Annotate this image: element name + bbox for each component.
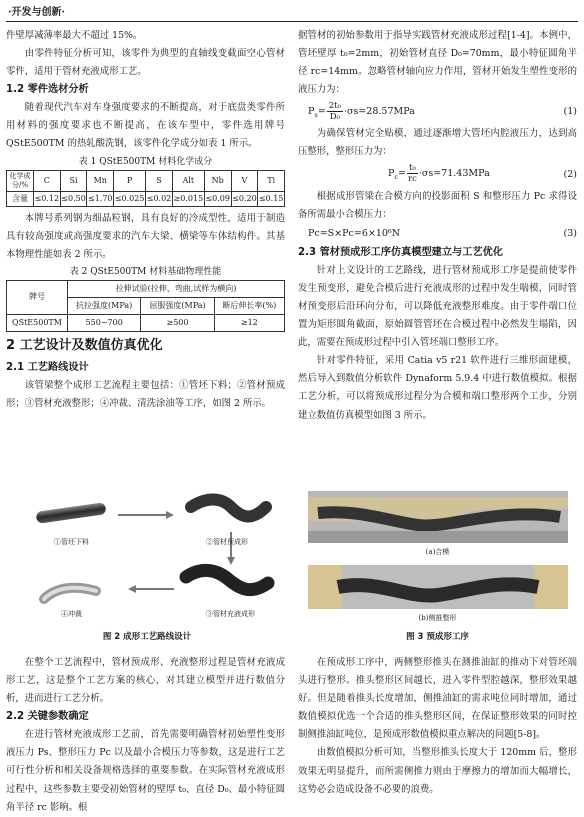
- hydroformed-tube-image: [186, 570, 268, 589]
- fig2-label-2: ②管材预成形: [206, 538, 248, 546]
- table-cell: 抗拉强度(MPa): [68, 297, 141, 314]
- table-cell: Si: [60, 170, 87, 191]
- table-cell: Alt: [172, 170, 204, 191]
- table-cell: ≤1.70: [87, 191, 114, 206]
- fig2-label-3: ③管材充液成形: [206, 610, 255, 618]
- table-row: [7, 170, 285, 191]
- equation-number: (1): [563, 106, 577, 118]
- table-cell: ≤0.025: [114, 191, 146, 206]
- paragraph: 件壁厚减薄率最大不超过 15%。: [6, 30, 143, 41]
- table-row: [7, 314, 285, 331]
- table-2-caption: 表 2 QStE500TM 材料基础物理性能: [69, 266, 222, 277]
- fig2-label-4: ④冲裁: [61, 610, 82, 618]
- table-cell: ≤0.02: [146, 191, 173, 206]
- formula-numerator: 2t₀: [328, 100, 341, 111]
- formula-2: $P_c=$ $\frac{\text{t₀}}{rc}$ ·σs=71.43MPa (2): [388, 163, 577, 185]
- table-cell: 牌号: [7, 280, 68, 314]
- paragraph: 在整个工艺流程中，管材预成形、充液整形过程是管材充液成形工艺，这是整个工艺方案的核心，对其建立模型并进行数值分析，进而进行工艺分析。: [6, 657, 285, 705]
- right-column-bottom: [298, 654, 577, 799]
- paragraph: 据管材的初始参数用于指导实践管材充液成形过程[1-4]。本例中，管坯壁厚 t₀=2mm，初始管材直径 D₀=70mm，最小特征圆角半径 rc=14mm。忽略管材轴向应力作用，管材开始发生塑性变形的液压力为：: [298, 30, 577, 96]
- section-heading-2-1: 2.1 工艺路线设计: [6, 361, 89, 373]
- equation-number: (2): [563, 168, 577, 180]
- table-cell: V: [231, 170, 258, 191]
- die-closing-model-image: [308, 491, 568, 543]
- formula-3: [298, 224, 577, 244]
- table-cell: ≤0.09: [204, 191, 231, 206]
- table-1: [6, 170, 285, 207]
- paragraph: 为确保管材完全贴模，通过逐渐增大管坯内腔液压力，达到高压整形，整形压力为：: [298, 128, 577, 158]
- table-2: [6, 280, 285, 332]
- fig2-label-1: ①管坯下料: [54, 538, 89, 546]
- table-cell: 断后伸长率(%): [214, 297, 284, 314]
- left-column: [6, 27, 285, 413]
- table-cell: ≤0.12: [34, 191, 61, 206]
- table-cell: ≤0.15: [258, 191, 285, 206]
- paragraph: 在进行管材充液成形工艺前，首先需要明确管材初始塑性变形液压力 Ps、整形压力 Pc 以及最小合模压力等参数，这是进行工艺可行性分析和相关设备规格选择的重要参数。在实际管材充液成形过程中，这些参数主要受初始管材的壁厚 t₀、直径 D₀、最小特征圆角半径 rc 影响。根: [6, 729, 285, 813]
- paragraph: 本牌号系列钢为细晶粒钢，具有良好的冷成型性，适用于制造具有较高强度或高强度要求的汽车大梁、横梁等车体结构件。其基本物理性能如表 2 所示。: [6, 212, 285, 260]
- table-cell: 含量: [7, 191, 34, 206]
- formula-denominator: rc: [408, 174, 417, 185]
- side-push-shaping-model-image: [308, 565, 568, 609]
- formula-1: $P_s=$ $\frac{\text{2t₀}}{\text{D₀}}$ ·σs=28.57MPa (1): [308, 100, 577, 122]
- paragraph: 由数值模拟分析可知，当整形推头长度大于 120mm 后，整形效果无明显提升，而所需侧推力则由于摩擦力的增加而大幅增长，这势必会造成设备不必要的浪费。: [298, 747, 577, 795]
- paragraph: 针对零件特征，采用 Catia v5 r21 软件进行三维形面建模，然后导入到数值分析软件 Dynaform 5.9.4 中进行数值模拟。根据工艺分析，可以将预成形过程分为合模和端口整形两个工步，分别建立数值仿真模型如图 3 所示。: [298, 355, 577, 421]
- table-cell: C: [34, 170, 61, 191]
- equation-number: (3): [563, 227, 577, 239]
- figure-2-caption: 图 2 成形工艺路线设计: [102, 632, 192, 642]
- formula-numerator: t₀: [409, 163, 416, 174]
- figure-2: [6, 487, 288, 645]
- paragraph: 根据成形管梁在合模方向的投影面积 S 和整形压力 Pc 求得设备所需最小合模压力：: [298, 190, 577, 220]
- section-heading-2-3: 2.3 管材预成形工序仿真模型建立与工艺优化: [298, 246, 503, 258]
- paragraph: 在预成形工序中，两侧整形推头在测推油缸的推动下对管坯端头进行整形。推头整形区间越长，进入零件型腔越深，整形效果越好。但是随着推头长度增加，侧推油缸的需求吨位同时增加，通过数值模拟优选一个合适的推头整形区间，在保证整形效果的同时控制侧推油缸吨位，是预成形数值模拟重点解决的问题[5-8]。: [298, 657, 577, 741]
- table-row: [7, 280, 285, 297]
- table-cell: ≥0.015: [172, 191, 204, 206]
- fig3-label-a: (a)合模: [425, 548, 450, 556]
- table-cell: Ti: [258, 170, 285, 191]
- table-cell: S: [146, 170, 173, 191]
- formula-text: Pc=S×Pc=6×10⁶N: [308, 227, 401, 239]
- table-cell: 屈服强度(MPa): [141, 297, 214, 314]
- arrow-head-icon: [227, 557, 235, 565]
- arrow-head-icon: [128, 585, 136, 593]
- formula-rest: ·σs=28.57MPa: [343, 105, 415, 117]
- paragraph: 针对上文设计的工艺路线，进行管材预成形工序是提前使零件发生预变形，避免合模后进行充液成形的过程中发生喘模，同时管材预变形后沿环向分布，可以降低充液整形难度。由于零件端口位置为矩形圆角截面，原始圆管管坯在合模过程中必然发生塌陷，因此，需要在预成形过程中引入管坯端口整形工序。: [298, 264, 577, 349]
- preforming-simulation-illustration: [298, 487, 577, 627]
- table-row: [7, 191, 285, 206]
- table-cell: Nb: [204, 170, 231, 191]
- table-cell: 化学成分/%: [7, 170, 34, 191]
- section-heading-2-2: 2.2 关键参数确定: [6, 711, 89, 723]
- table-1-caption: 表 1 QStE500TM 材料化学成分: [78, 156, 213, 167]
- section-heading-1-2: 1.2 零件选材分析: [6, 84, 89, 96]
- formula-denominator: D₀: [329, 111, 340, 122]
- figure-3-caption: 图 3 预成形工序: [406, 632, 469, 642]
- process-route-illustration: [6, 487, 288, 627]
- right-column: [298, 27, 577, 425]
- straight-tube-image: [36, 502, 107, 524]
- paragraph: 由零件特征分析可知，该零件为典型的直轴线变截面空心管材零件，适用于管材充液成形工艺。: [6, 48, 285, 78]
- left-column-bottom: [6, 654, 285, 817]
- preformed-tube-image: [191, 500, 266, 517]
- arrow-head-icon: [166, 511, 174, 519]
- table-cell: Mn: [87, 170, 114, 191]
- table-cell: 拉伸试验(拉伸、弯曲,试样为横向): [68, 280, 285, 297]
- fig3-label-b: (b)侧推整形: [418, 614, 457, 622]
- table-cell: 550~700: [68, 314, 141, 331]
- section-heading-2: 2 工艺设计及数值仿真优化: [6, 337, 163, 353]
- table-cell: ≤0.20: [231, 191, 258, 206]
- paragraph: 随着现代汽车对车身强度要求的不断提高，对于底盘类零件所用材料的强度要求也不断提高，在该车型中，零件选用牌号 QStE500TM 的热轧酸洗钢，该零件化学成分如表 1 所示。: [6, 102, 285, 150]
- table-cell: ≤0.50: [60, 191, 87, 206]
- table-cell: P: [114, 170, 146, 191]
- header-rule: [6, 21, 578, 22]
- table-cell: ≥12: [214, 314, 284, 331]
- section-header: ·开发与创新·: [8, 7, 65, 18]
- formula-rest: ·σs=71.43MPa: [418, 168, 490, 180]
- paragraph: 该管梁整个成形工艺流程主要包括：①管坯下料；②管材预成形；③管材充液整形；④冲裁、清洗涂油等工序，如图 2 所示。: [6, 379, 285, 410]
- table-cell: ≥500: [141, 314, 214, 331]
- figure-3: [298, 487, 577, 645]
- table-cell: QStE500TM: [7, 314, 68, 331]
